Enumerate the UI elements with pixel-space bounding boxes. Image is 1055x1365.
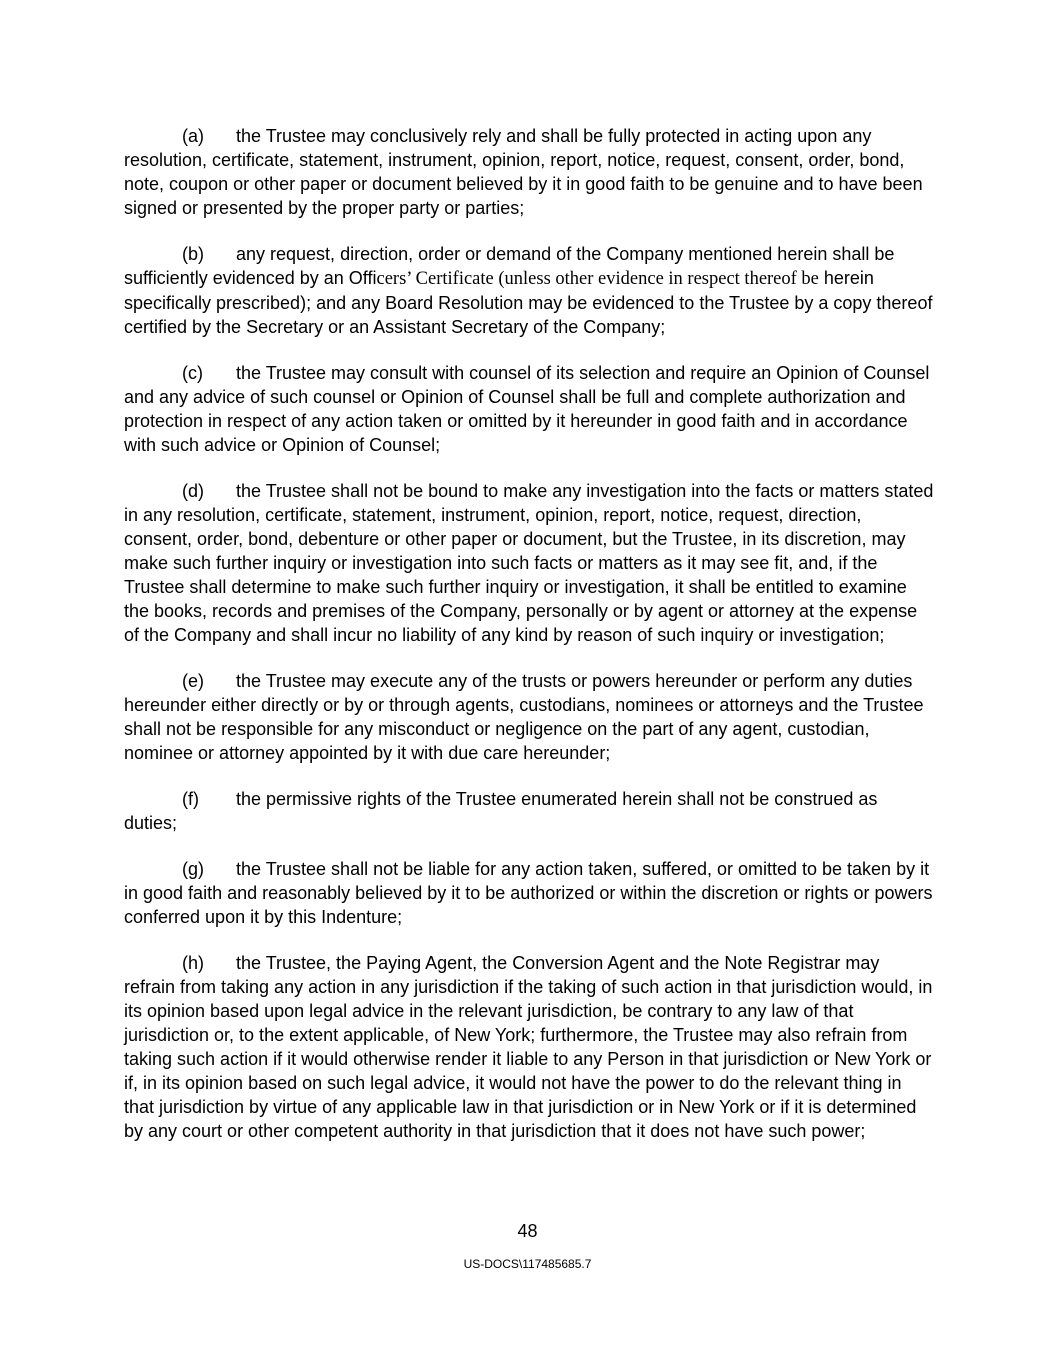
paragraph-label: (d): [182, 481, 204, 501]
paragraph-h: [124, 951, 934, 1143]
paragraph-label: (b): [182, 244, 204, 264]
paragraph-text: the Trustee may execute any of the trusts or powers hereunder or perform any duties hereunder either directly or by or through agents, custodians, nominees or attorneys and the Trustee shall not be responsible for any misconduct or negligence on the part of any agent, custodian, nominee or attorney appointed by it with due care hereunder;: [124, 671, 924, 763]
paragraph-text: the Trustee may consult with counsel of its selection and require an Opinion of Counsel and any advice of such counsel or Opinion of Counsel shall be full and complete authorization and protection in respect of any action taken or omitted by it hereunder in good faith and in accordance with such advice or Opinion of Counsel;: [124, 363, 930, 455]
paragraph-label: (f): [182, 789, 199, 809]
paragraph-text: any request, direction, order or demand of the Company mentioned herein shall be sufficiently evidenced by an Offi: [124, 244, 895, 288]
document-id: US-DOCS\117485685.7: [463, 1257, 592, 1271]
paragraph-g: [124, 857, 934, 929]
paragraph-label: (h): [182, 953, 204, 973]
paragraph-text: the Trustee may conclusively rely and shall be fully protected in acting upon any resolution, certificate, statement, instrument, opinion, report, notice, request, consent, order, bond, note, coupon or other paper or document believed by it in good faith to be genuine and to have been signed or presented by the proper party or parties;: [124, 126, 923, 218]
paragraph-label: (c): [182, 363, 203, 383]
page-number: 48: [517, 1221, 538, 1241]
paragraph-b: [124, 242, 934, 339]
paragraph-text: herein specifically prescribed); and any Board Resolution may be evidenced to the Trustee by a copy thereof certified by the Secretary or an Assistant Secretary of the Company;: [124, 268, 933, 337]
paragraph-label: (a): [182, 126, 204, 146]
paragraph-c: [124, 361, 934, 457]
paragraph-f: [124, 787, 934, 835]
paragraph-a: [124, 124, 934, 220]
paragraph-d: [124, 479, 934, 647]
paragraph-text: the Trustee, the Paying Agent, the Conversion Agent and the Note Registrar may refrain from taking any action in any jurisdiction if the taking of such action in that jurisdiction would, in its opinion based upon legal advice in the relevant jurisdiction, be contrary to any law of that jurisdiction or, to the extent applicable, of New York; furthermore, the Trustee may also refrain from taking such action if it would otherwise render it liable to any Person in that jurisdiction or New York or if, in its opinion based on such legal advice, it would not have the power to do the relevant thing in that jurisdiction by virtue of any applicable law in that jurisdiction or in New York or if it is determined by any court or other competent authority in that jurisdiction that it does not have such power;: [124, 953, 933, 1141]
paragraph-e: [124, 669, 934, 765]
paragraph-text: the Trustee shall not be liable for any action taken, suffered, or omitted to be taken by it in good faith and reasonably believed by it to be authorized or within the discretion or rights or powers conferred upon it by this Indenture;: [124, 859, 933, 927]
paragraph-label: (e): [182, 671, 204, 691]
paragraph-text: the permissive rights of the Trustee enumerated herein shall not be construed as duties;: [124, 789, 878, 833]
paragraph-text-serif: cers’ Certificate (unless other evidence in respect thereof be: [376, 269, 819, 289]
paragraph-text: the Trustee shall not be bound to make any investigation into the facts or matters stated in any resolution, certificate, statement, instrument, opinion, report, notice, request, direction, consent, order, bond, debenture or other paper or document, but the Trustee, in its discretion, may make such further inquiry or investigation into such facts or matters as it may see fit, and, if the Trustee shall determine to make such further inquiry or investigation, it shall be entitled to examine the books, records and premises of the Company, personally or by agent or attorney at the expense of the Company and shall incur no liability of any kind by reason of such inquiry or investigation;: [124, 481, 934, 645]
paragraph-label: (g): [182, 859, 204, 879]
document-page: [124, 124, 934, 1165]
